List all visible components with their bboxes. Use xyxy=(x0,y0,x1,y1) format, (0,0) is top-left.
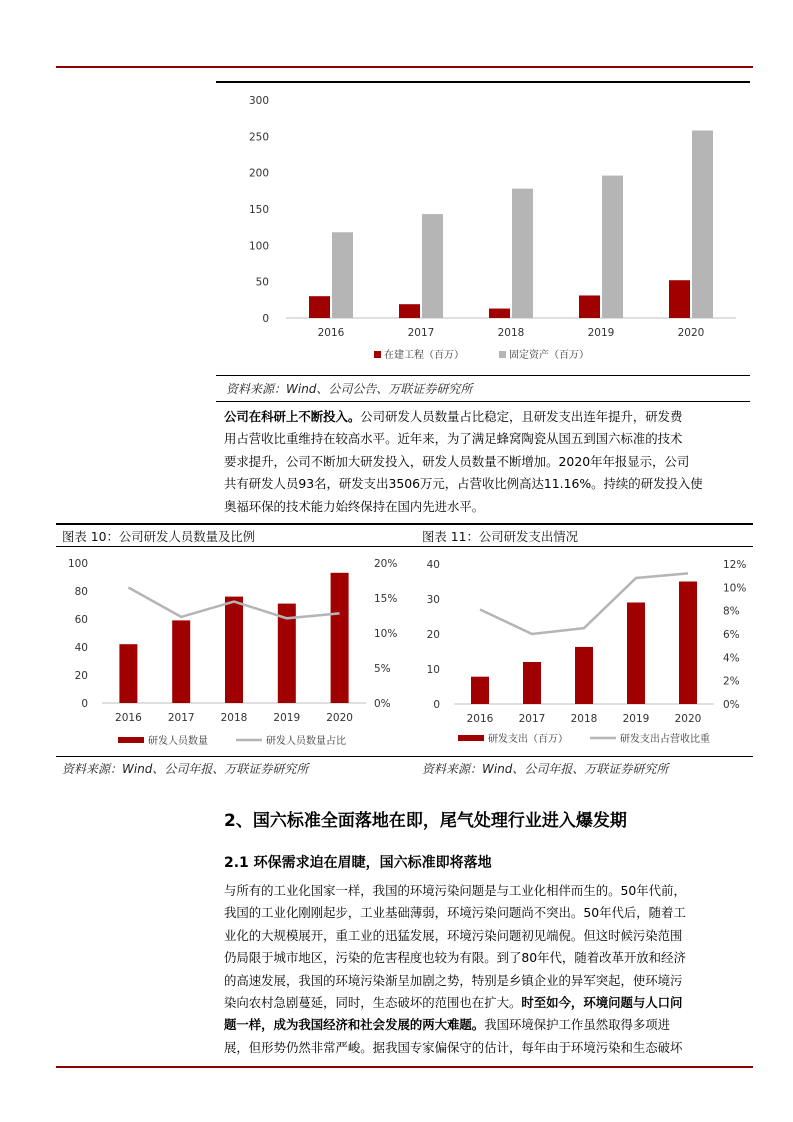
env-paragraph-line: 染向农村急剧蔓延，同时，生态破坏的范围也在扩大。 xyxy=(224,995,522,1011)
x-tick-label: 2016 xyxy=(115,712,142,724)
y-right-tick-label: 10% xyxy=(723,582,747,595)
rd-paragraph-line: 奥福环保的技术能力始终保持在国内先进水平。 xyxy=(224,498,485,514)
ratio-line xyxy=(480,573,688,634)
fixed-asset-bar xyxy=(422,214,443,318)
subsection-heading: 2.1 环保需求迫在眉睫，国六标准即将落地 xyxy=(224,855,492,871)
footer-rule xyxy=(56,1066,753,1068)
x-tick-label: 2017 xyxy=(518,713,546,725)
y-tick-label: 150 xyxy=(248,204,269,216)
y-left-tick-label: 20 xyxy=(74,670,88,682)
y-tick-label: 50 xyxy=(255,276,269,289)
y-right-tick-label: 5% xyxy=(374,663,391,675)
x-tick-label: 2020 xyxy=(674,713,702,725)
construction-bar xyxy=(669,280,690,318)
y-right-tick-label: 12% xyxy=(723,559,747,571)
header-rule xyxy=(56,66,753,68)
x-tick-label: 2018 xyxy=(220,712,248,724)
source-rule xyxy=(216,401,750,402)
x-tick-label: 2019 xyxy=(587,327,615,339)
data-bar xyxy=(225,597,243,703)
y-left-tick-label: 0 xyxy=(433,699,440,711)
rd-paragraph-line: 要求提升，公司不断加大研发投入，研发人员数量不断增加。2020年年报显示，公司 xyxy=(224,453,690,469)
env-paragraph-line: 仍局限于城市地区，污染的危害程度也较为有限。到了80年代，随着改革开放和经济 xyxy=(224,950,686,966)
figures-bottom-rule xyxy=(56,756,753,757)
y-tick-label: 250 xyxy=(248,131,269,144)
y-right-tick-label: 10% xyxy=(374,628,398,640)
x-tick-label: 2020 xyxy=(326,712,353,724)
figures-top-border xyxy=(56,523,753,525)
top-chart-bottom-border xyxy=(216,375,750,376)
fixed-asset-bar xyxy=(332,232,353,318)
data-bar xyxy=(331,573,349,703)
legend-label: 固定资产（百万） xyxy=(509,350,589,361)
y-left-tick-label: 80 xyxy=(74,586,88,598)
data-bar xyxy=(119,644,137,703)
figures-title-rule xyxy=(56,546,753,547)
y-right-tick-label: 15% xyxy=(374,593,398,605)
fig10-source: 资料来源：Wind、公司年报、万联证券研究所 xyxy=(62,762,309,776)
legend-label: 在建工程（百万） xyxy=(384,350,464,361)
rd-investment-paragraph xyxy=(224,406,738,518)
data-bar xyxy=(471,677,489,704)
env-paragraph-line: 与所有的工业化国家一样，我国的环境污染问题是与工业化相伴而生的。50年代前， xyxy=(224,883,686,898)
fixed-asset-bar xyxy=(692,131,713,318)
legend-bar-swatch xyxy=(118,737,144,743)
env-paragraph-line: 展，但形势仍然非常严峻。据我国专家偏保守的估计，每年由于环境污染和生态破坏 xyxy=(224,1039,683,1055)
x-tick-label: 2018 xyxy=(497,327,525,339)
data-bar xyxy=(679,582,697,705)
x-tick-label: 2019 xyxy=(622,713,650,725)
data-bar xyxy=(172,620,190,703)
x-tick-label: 2017 xyxy=(167,712,195,724)
construction-bar xyxy=(489,309,510,318)
rd-staff-chart xyxy=(56,551,406,756)
y-tick-label: 300 xyxy=(248,95,269,107)
y-left-tick-label: 10 xyxy=(426,664,440,676)
top-chart-source: 资料来源：Wind、公司公告、万联证券研究所 xyxy=(226,382,473,396)
y-left-tick-label: 0 xyxy=(81,698,88,710)
y-left-tick-label: 20 xyxy=(426,629,440,641)
y-right-tick-label: 20% xyxy=(374,558,398,570)
x-tick-label: 2016 xyxy=(466,713,494,725)
y-right-tick-label: 4% xyxy=(723,652,740,665)
fixed-asset-bar xyxy=(602,176,623,318)
fig11-source: 资料来源：Wind、公司年报、万联证券研究所 xyxy=(422,762,669,776)
y-tick-label: 100 xyxy=(248,240,269,253)
env-paragraph-line: 业化的大规模展开，重工业的迅猛发展，环境污染问题初见端倪。但这时候污染范围 xyxy=(224,927,683,943)
y-right-tick-label: 0% xyxy=(723,699,740,711)
environment-paragraph xyxy=(224,880,738,1059)
rd-paragraph-line: 用占营收比重维持在较高水平。近年来，为了满足蜂窝陶瓷从国五到国六标准的技术 xyxy=(224,431,683,447)
env-paragraph-line: 我国环境保护工作虽然取得多项进 xyxy=(484,1017,671,1033)
y-left-tick-label: 30 xyxy=(426,594,440,606)
construction-bar xyxy=(579,295,600,318)
y-right-tick-label: 6% xyxy=(723,629,740,641)
env-bold-statement: 题一样，成为我国经济和社会发展的两大难题。 xyxy=(224,1017,485,1033)
fig11-title: 图表 11：公司研发支出情况 xyxy=(422,529,579,544)
env-bold-statement: 时至如今，环境问题与人口问 xyxy=(521,995,683,1011)
y-right-tick-label: 2% xyxy=(723,675,740,688)
data-bar xyxy=(627,603,645,705)
y-left-tick-label: 60 xyxy=(74,614,88,626)
legend-bar-label: 研发人员数量 xyxy=(148,736,208,747)
x-tick-label: 2017 xyxy=(407,327,435,339)
y-left-tick-label: 40 xyxy=(74,642,88,654)
y-left-tick-label: 40 xyxy=(426,559,440,571)
env-paragraph-line: 的高速发展，我国的环境污染渐呈加剧之势，特别是乡镇企业的异军突起，使环境污 xyxy=(224,972,683,988)
x-tick-label: 2020 xyxy=(677,327,705,339)
x-tick-label: 2019 xyxy=(273,712,301,724)
env-paragraph-line: 我国的工业化刚刚起步，工业基础薄弱，环境污染问题尚不突出。50年代后，随着工 xyxy=(224,905,686,921)
legend-bar-label: 研发支出（百万） xyxy=(488,734,568,745)
construction-bar xyxy=(399,304,420,318)
y-right-tick-label: 8% xyxy=(723,605,740,618)
y-tick-label: 0 xyxy=(262,313,269,325)
fixed-asset-bar xyxy=(512,189,533,318)
legend-bar-swatch xyxy=(458,735,484,741)
legend-line-label: 研发支出占营收比重 xyxy=(620,734,710,745)
rd-paragraph-lead: 公司在科研上不断投入。 xyxy=(224,409,361,424)
y-left-tick-label: 100 xyxy=(67,558,88,570)
x-tick-label: 2016 xyxy=(317,327,345,339)
fig10-title: 图表 10：公司研发人员数量及比例 xyxy=(62,529,256,544)
rd-paragraph-line: 公司研发人员数量占比稳定，且研发支出连年提升，研发费 xyxy=(360,409,683,424)
y-right-tick-label: 0% xyxy=(374,698,391,710)
data-bar xyxy=(575,647,593,704)
y-tick-label: 200 xyxy=(248,167,269,180)
legend-fixed-asset-swatch xyxy=(499,351,506,358)
x-tick-label: 2018 xyxy=(570,713,598,725)
construction-bar xyxy=(309,296,330,318)
asset-bar-chart xyxy=(216,84,750,376)
section-heading: 2、国六标准全面落地在即，尾气处理行业进入爆发期 xyxy=(224,811,627,831)
rd-paragraph-line: 共有研发人员93名，研发支出3506万元，占营收比例高达11.16%。持续的研发投入使 xyxy=(224,476,703,492)
top-chart-top-border xyxy=(216,81,750,83)
data-bar xyxy=(523,662,541,704)
rd-expense-chart xyxy=(408,551,753,756)
legend-construction-swatch xyxy=(374,351,381,358)
legend-line-label: 研发人员数量占比 xyxy=(266,736,346,747)
